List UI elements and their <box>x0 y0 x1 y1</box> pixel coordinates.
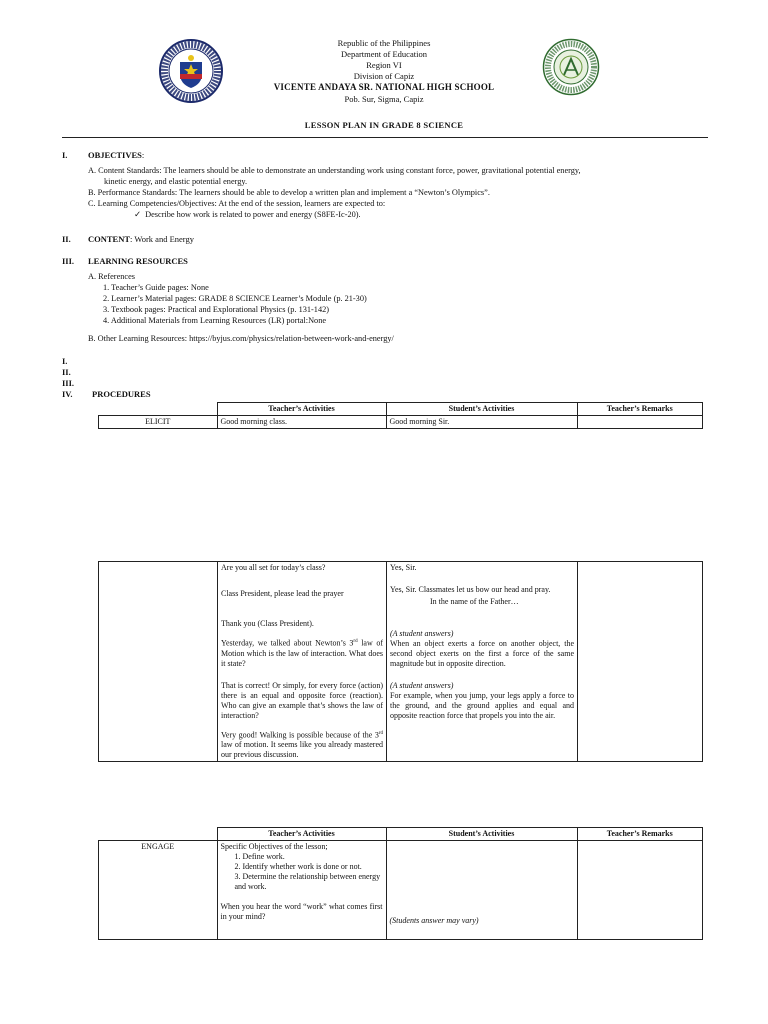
table-row <box>99 841 703 940</box>
engage-teacher-cell <box>217 841 386 940</box>
resources-heading-text: LEARNING RESOURCES <box>88 256 188 266</box>
superscript: rd <box>353 639 358 644</box>
header-school-name <box>0 82 768 93</box>
student-line: When an object exerts a force on another object, the second object exerts on the first a force of the same magnitude but in opposite direction. <box>390 639 574 668</box>
phase-elicit: ELICIT <box>99 416 218 429</box>
teacher-remarks-header: Teacher’s Remarks <box>577 403 703 416</box>
teacher-remarks-header: Teacher’s Remarks <box>577 828 703 841</box>
list-marker: III. <box>62 378 75 388</box>
references-label: A. References <box>88 272 135 281</box>
engage-remarks-cell <box>577 841 703 940</box>
elicit-student: Good morning Sir. <box>386 416 577 429</box>
reference-item: 2. Learner’s Material pages: GRADE 8 SCIENCE Learner’s Module (p. 21-30) <box>103 294 367 303</box>
student-activities-cell <box>387 562 578 762</box>
student-answer-label: (A student answers) <box>390 629 454 638</box>
objective-c1-text: Describe how work is related to power and energy (S8FE-Ic-20). <box>145 210 361 219</box>
procedures-heading-text: PROCEDURES <box>92 389 151 399</box>
student-answer-label: (A student answers) <box>390 681 454 690</box>
checkmark-icon: ✓ <box>134 210 141 219</box>
content-heading <box>62 234 194 244</box>
teacher-line <box>221 637 383 669</box>
teacher-activities-header: Teacher’s Activities <box>217 828 386 841</box>
header-region: Region VI <box>366 60 402 70</box>
reference-item: 1. Teacher’s Guide pages: None <box>103 283 209 292</box>
teacher-activities-cell <box>218 562 387 762</box>
teacher-line-part: law of motion. It seems like you already mastered our previous discussion. <box>221 740 383 760</box>
teacher-line: Thank you (Class President). <box>221 619 314 628</box>
elicit-teacher: Good morning class. <box>217 416 386 429</box>
resources-number: III. <box>62 256 75 266</box>
resources-heading <box>62 256 188 266</box>
engage-student-answer: (Students answer may vary) <box>389 916 479 925</box>
objective-a-line1: A. Content Standards: The learners should be able to demonstrate an understanding work using constant force, power, gravitational potential energy, <box>88 166 581 175</box>
header-division: Division of Capiz <box>353 71 415 81</box>
content-text: : Work and Energy <box>130 234 194 244</box>
header-republic: Republic of the Philippines <box>337 38 431 48</box>
other-resources: B. Other Learning Resources: https://byjus.com/physics/relation-between-work-and-energy/ <box>88 334 394 343</box>
superscript: rd <box>378 730 383 736</box>
teacher-line: Class President, please lead the prayer <box>221 589 344 598</box>
objective-b: B. Performance Standards: The learners should be able to develop a written plan and implement a “Newton’s Olympics”. <box>88 188 490 197</box>
student-line: In the name of the Father… <box>430 597 519 606</box>
engage-objective: 2. Identify whether work is done or not. <box>234 862 362 871</box>
engage-student-cell <box>386 841 577 940</box>
teacher-line-part: Very good! Walking is possible because of the 3 <box>221 730 379 740</box>
reference-item: 3. Textbook pages: Practical and Explorational Physics (p. 131-142) <box>103 305 330 314</box>
objectives-heading-text: OBJECTIVES <box>88 150 142 160</box>
engage-question: When you hear the word “work” what comes first in your mind? <box>220 902 383 921</box>
engage-intro: Specific Objectives of the lesson; <box>220 842 328 851</box>
engage-table <box>98 827 703 940</box>
teacher-line: Are you all set for today’s class? <box>221 563 326 572</box>
header-department: Department of Education <box>341 49 427 59</box>
title-divider <box>62 137 708 138</box>
student-activities-header: Student’s Activities <box>386 828 577 841</box>
list-marker: II. <box>62 367 71 377</box>
procedures-number: IV. <box>62 389 73 399</box>
elicit-remarks <box>577 416 703 429</box>
page-title: LESSON PLAN IN GRADE 8 SCIENCE <box>304 120 464 130</box>
table-header-row <box>99 828 703 841</box>
student-line: For example, when you jump, your legs apply a force to the ground, and the ground applies and equal and opposite reaction force that propels you into the air. <box>390 691 574 720</box>
teacher-line <box>221 729 383 761</box>
teacher-line-part: Yesterday, we talked about Newton’s 3 <box>221 638 354 648</box>
phase-engage: ENGAGE <box>99 841 218 940</box>
student-line: Yes, Sir. Classmates let us bow our head and pray. <box>390 585 551 594</box>
table-header-row <box>99 403 703 416</box>
objectives-heading <box>62 150 144 160</box>
elicit-table <box>98 402 703 429</box>
objectives-number: I. <box>62 150 68 160</box>
phase-cell-empty <box>99 562 218 762</box>
table-row <box>99 562 703 762</box>
student-activities-header: Student’s Activities <box>386 403 577 416</box>
teacher-line-part: law of Motion which is the law of interaction. What does it state? <box>221 638 384 668</box>
header-address: Pob. Sur, Sigma, Capiz <box>344 94 424 104</box>
teacher-activities-header: Teacher’s Activities <box>217 403 386 416</box>
empty-corner-cell <box>99 403 218 416</box>
engage-objective: 1. Define work. <box>234 852 285 861</box>
procedures-heading <box>62 389 151 399</box>
table-row <box>99 416 703 429</box>
elicit-continuation-table <box>98 561 703 762</box>
teacher-line: That is correct! Or simply, for every force (action) there is an equal and opposite force (reaction). Who can give an example that’s shows the law of interaction? <box>221 680 383 720</box>
school-name-text: VICENTE ANDAYA SR. NATIONAL HIGH SCHOOL <box>273 82 495 92</box>
objective-c: C. Learning Competencies/Objectives: At the end of the session, learners are expected to: <box>88 199 386 208</box>
objectives-colon: : <box>141 150 145 160</box>
list-marker: I. <box>62 356 68 366</box>
content-number: II. <box>62 234 71 244</box>
objective-a-line2: kinetic energy, and elastic potential energy. <box>104 177 248 186</box>
remarks-cell <box>578 562 703 762</box>
reference-item: 4. Additional Materials from Learning Resources (LR) portal:None <box>103 316 327 325</box>
student-line: Yes, Sir. <box>390 563 417 572</box>
content-heading-text: CONTENT <box>88 234 131 244</box>
engage-objective: 3. Determine the relationship between energy and work. <box>234 872 381 891</box>
objective-c1 <box>134 210 361 221</box>
empty-corner-cell <box>99 828 218 841</box>
